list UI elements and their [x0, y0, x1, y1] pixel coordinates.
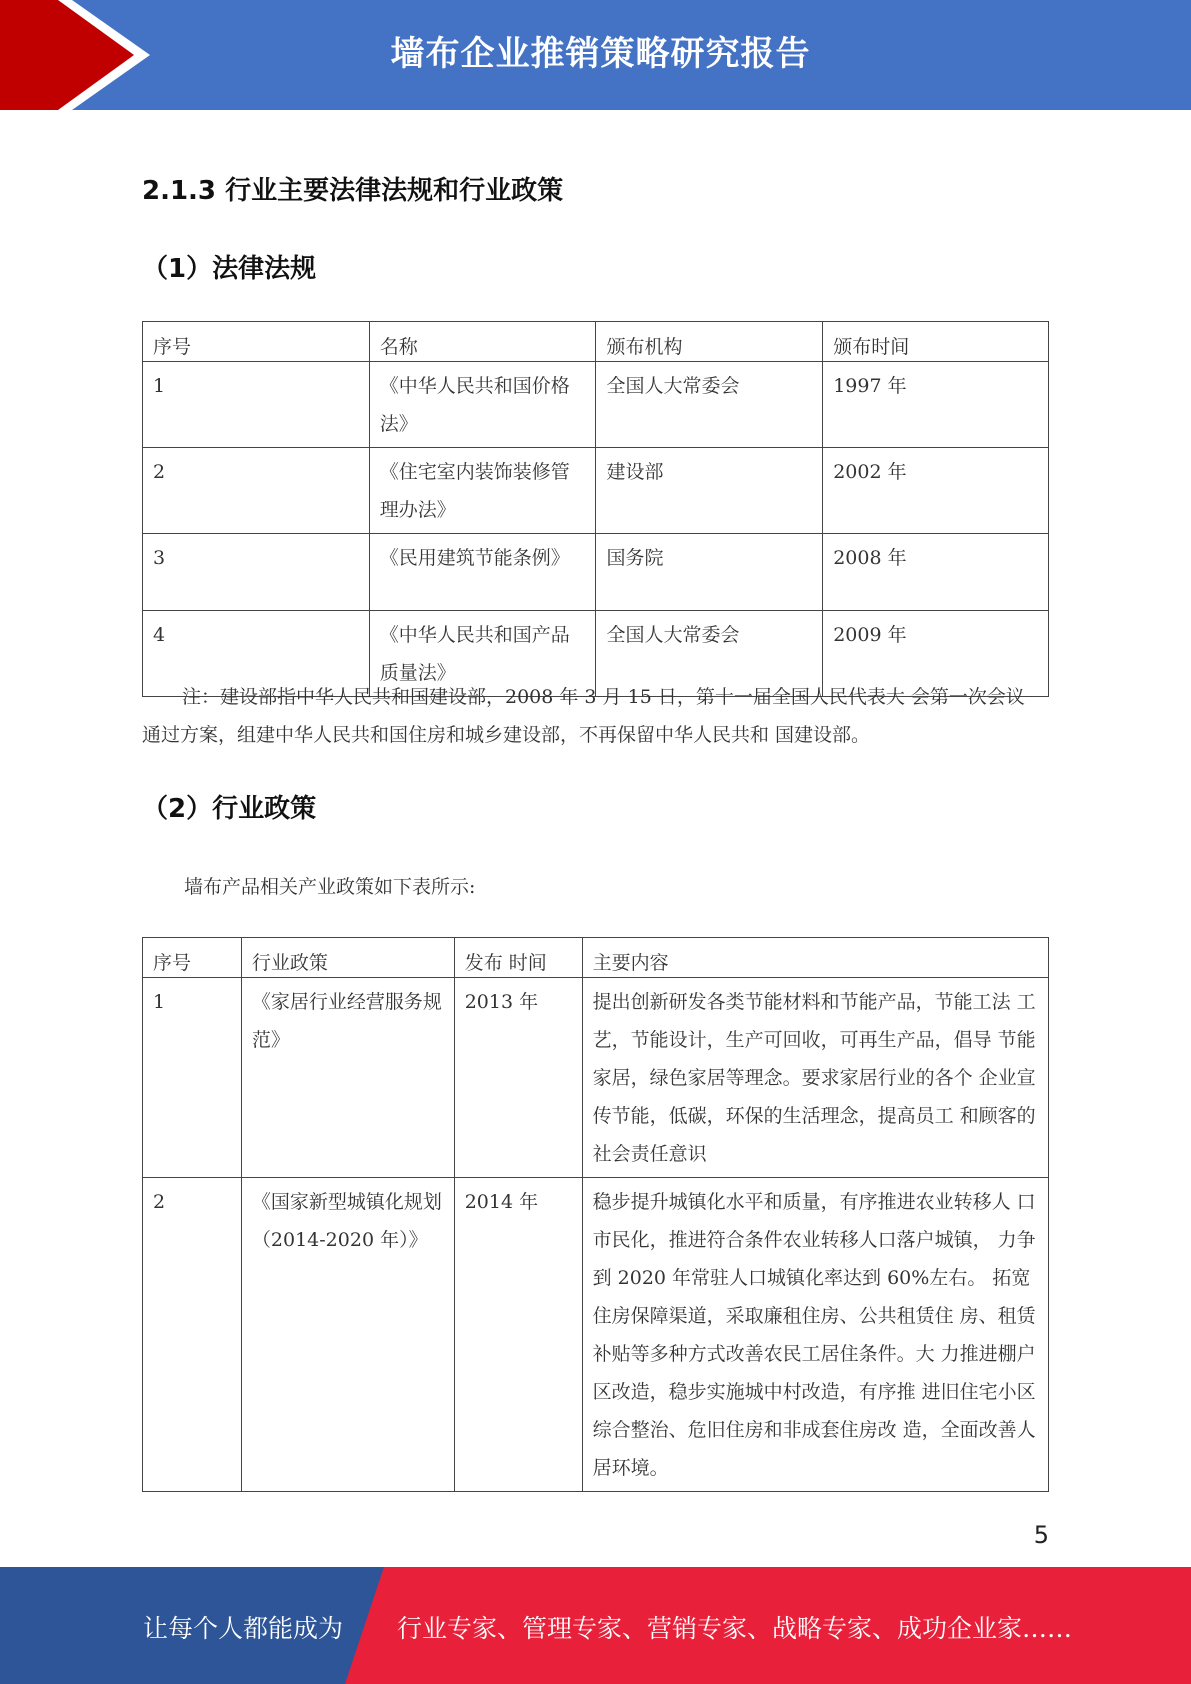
issuing-body: 建设部: [596, 448, 823, 534]
issue-year: 2009 年: [823, 611, 1049, 697]
row-index: 2: [143, 1178, 242, 1492]
policy-heading: （2）行业政策: [142, 794, 317, 824]
release-year: 2013 年: [454, 978, 582, 1178]
table-header-row: [143, 322, 1049, 362]
law-name: 《中华人民共和国产品质量法》: [369, 611, 596, 697]
footer-slogan-right: 行业专家、管理专家、营销专家、战略专家、成功企业家……: [397, 1614, 1073, 1643]
column-header: 名称: [369, 322, 596, 362]
policy-content: 稳步提升城镇化水平和质量，有序推进农业转移人 口市民化，推进符合条件农业转移人口落户城镇， 力争到 2020 年常驻人口城镇化率达到 60%左右。 拓宽住房保障渠道，采取廉租住房、公共租赁住 房、租赁补贴等多种方式改善农民工居住条件。大 力推进棚户区改造，稳步实施城中村改造，有序推 进旧住宅小区综合整治、危旧住房和非成套住房改 造，全面改善人居环境。: [582, 1178, 1048, 1492]
column-header: 行业政策: [241, 938, 454, 978]
document-title: 墙布企业推销策略研究报告: [390, 34, 811, 74]
page-number: 5: [1033, 1521, 1049, 1549]
law-name: 《民用建筑节能条例》: [369, 534, 596, 611]
column-header: 序号: [143, 322, 370, 362]
policy-table: [142, 937, 1049, 1492]
column-header: 主要内容: [582, 938, 1048, 978]
release-year: 2014 年: [454, 1178, 582, 1492]
header-banner: [0, 0, 1191, 110]
law-name: 《中华人民共和国价格法》: [369, 362, 596, 448]
policy-intro: 墙布产品相关产业政策如下表所示:: [184, 876, 476, 898]
column-header: 颁布机构: [596, 322, 823, 362]
row-index: 2: [143, 448, 370, 534]
table-header-row: [143, 938, 1049, 978]
section-heading: 2.1.3 行业主要法律法规和行业政策: [142, 176, 564, 206]
table-row: [143, 362, 1049, 448]
table-row: [143, 448, 1049, 534]
row-index: 3: [143, 534, 370, 611]
issue-year: 2002 年: [823, 448, 1049, 534]
laws-table: [142, 321, 1049, 697]
column-header: 序号: [143, 938, 242, 978]
footer-banner: [0, 1567, 1191, 1684]
policy-name: 《国家新型城镇化规划（2014-2020 年）》: [241, 1178, 454, 1492]
issuing-body: 全国人大常委会: [596, 611, 823, 697]
issuing-body: 全国人大常委会: [596, 362, 823, 448]
row-index: 1: [143, 362, 370, 448]
issue-year: 2008 年: [823, 534, 1049, 611]
policy-name: 《家居行业经营服务规范》: [241, 978, 454, 1178]
law-name: 《住宅室内装饰装修管理办法》: [369, 448, 596, 534]
laws-heading: （1）法律法规: [142, 254, 317, 284]
table-row: [143, 978, 1049, 1178]
row-index: 1: [143, 978, 242, 1178]
issuing-body: 国务院: [596, 534, 823, 611]
column-header: 发布 时间: [454, 938, 582, 978]
table-row: [143, 534, 1049, 611]
laws-note: 注：建设部指中华人民共和国建设部，2008 年 3 月 15 日，第十一届全国人民代表大 会第一次会议通过方案，组建中华人民共和国住房和城乡建设部，不再保留中华人民共和 国建设部。: [142, 686, 1025, 746]
footer-slogan-left: 让每个人都能成为: [143, 1614, 344, 1643]
policy-content: 提出创新研发各类节能材料和节能产品，节能工法 工艺，节能设计，生产可回收，可再生产品，倡导 节能家居，绿色家居等理念。要求家居行业的各个 企业宣传节能，低碳，环保的生活理念，提高员工 和顾客的社会责任意识: [582, 978, 1048, 1178]
issue-year: 1997 年: [823, 362, 1049, 448]
row-index: 4: [143, 611, 370, 697]
table-row: [143, 1178, 1049, 1492]
column-header: 颁布时间: [823, 322, 1049, 362]
